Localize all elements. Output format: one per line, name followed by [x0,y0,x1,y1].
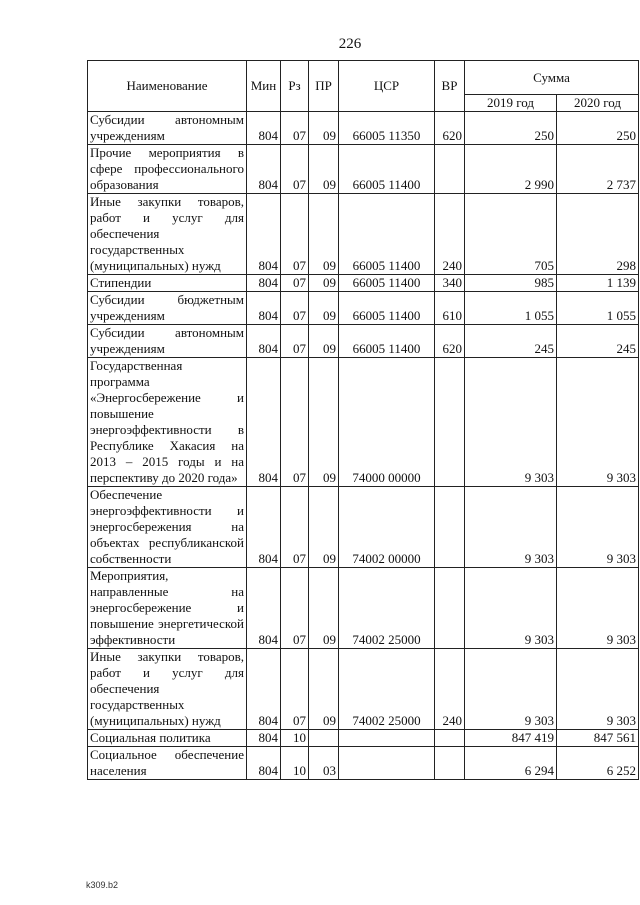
cell-pr: 09 [309,358,339,487]
table-row [88,747,639,780]
header-sum: Сумма [465,61,639,95]
cell-min: 804 [247,112,281,145]
cell-min: 804 [247,325,281,358]
cell-2020: 1 055 [557,292,639,325]
cell-name: Обеспечение энергоэффективности и энергосбережения на объектах республиканской собственности [88,487,247,568]
header-pr: ПР [309,61,339,112]
cell-vr: 610 [435,292,465,325]
cell-csr: 66005 11400 [339,275,435,292]
cell-rz: 07 [281,649,309,730]
table-row [88,292,639,325]
cell-min: 804 [247,292,281,325]
header-year-2019: 2019 год [465,95,557,112]
cell-2020: 298 [557,194,639,275]
header-year-2020: 2020 год [557,95,639,112]
cell-csr [339,747,435,780]
header-csr: ЦСР [339,61,435,112]
table-row [88,145,639,194]
header-vr: ВР [435,61,465,112]
cell-csr: 74002 00000 [339,487,435,568]
cell-vr: 240 [435,194,465,275]
cell-2019: 847 419 [465,730,557,747]
cell-rz: 07 [281,568,309,649]
cell-rz: 07 [281,145,309,194]
cell-2020: 2 737 [557,145,639,194]
header-min: Мин [247,61,281,112]
header-name: Наименование [88,61,247,112]
cell-vr: 340 [435,275,465,292]
cell-csr: 74002 25000 [339,649,435,730]
cell-name: Прочие мероприятия в сфере профессионального образования [88,145,247,194]
cell-min: 804 [247,145,281,194]
cell-2019: 985 [465,275,557,292]
cell-pr: 09 [309,325,339,358]
cell-pr: 09 [309,649,339,730]
table-row [88,649,639,730]
table-row [88,325,639,358]
cell-csr: 66005 11400 [339,292,435,325]
cell-2019: 9 303 [465,568,557,649]
cell-name: Стипендии [88,275,247,292]
cell-min: 804 [247,194,281,275]
cell-2019: 1 055 [465,292,557,325]
cell-2019: 6 294 [465,747,557,780]
cell-rz: 10 [281,730,309,747]
cell-vr [435,145,465,194]
cell-csr: 66005 11350 [339,112,435,145]
cell-min: 804 [247,649,281,730]
cell-vr: 240 [435,649,465,730]
header-rz: Рз [281,61,309,112]
table-row [88,275,639,292]
cell-pr: 09 [309,568,339,649]
cell-pr: 09 [309,275,339,292]
cell-min: 804 [247,730,281,747]
cell-csr: 66005 11400 [339,194,435,275]
cell-vr: 620 [435,325,465,358]
cell-vr: 620 [435,112,465,145]
cell-2020: 6 252 [557,747,639,780]
table-row [88,194,639,275]
cell-2020: 1 139 [557,275,639,292]
cell-name: Субсидии автономным учреждениям [88,325,247,358]
cell-pr: 09 [309,194,339,275]
cell-name: Иные закупки товаров, работ и услуг для обеспечения государственных (муниципальных) нужд [88,194,247,275]
cell-vr [435,358,465,487]
cell-vr [435,487,465,568]
table-row [88,568,639,649]
cell-vr [435,568,465,649]
cell-csr: 66005 11400 [339,145,435,194]
cell-2019: 9 303 [465,358,557,487]
cell-min: 804 [247,358,281,487]
cell-name: Государственная программа «Энергосбережение и повышение энергоэффективности в Республике Хакасия на 2013 – 2015 годы и на перспективу до 2020 года» [88,358,247,487]
page-number: 226 [338,36,362,52]
cell-name: Социальная политика [88,730,247,747]
cell-csr: 66005 11400 [339,325,435,358]
cell-2019: 245 [465,325,557,358]
table-row [88,487,639,568]
cell-rz: 07 [281,112,309,145]
cell-2020: 847 561 [557,730,639,747]
cell-rz: 07 [281,275,309,292]
cell-rz: 10 [281,747,309,780]
cell-pr: 09 [309,112,339,145]
budget-table [87,60,639,780]
table-row [88,358,639,487]
cell-2020: 9 303 [557,568,639,649]
cell-name: Субсидии автономным учреждениям [88,112,247,145]
cell-2019: 9 303 [465,649,557,730]
cell-2020: 245 [557,325,639,358]
cell-2020: 9 303 [557,487,639,568]
cell-pr: 03 [309,747,339,780]
cell-rz: 07 [281,292,309,325]
table-row [88,730,639,747]
cell-2020: 9 303 [557,649,639,730]
cell-vr [435,747,465,780]
cell-csr: 74000 00000 [339,358,435,487]
cell-2019: 2 990 [465,145,557,194]
cell-rz: 07 [281,325,309,358]
cell-min: 804 [247,275,281,292]
cell-2019: 250 [465,112,557,145]
cell-2019: 9 303 [465,487,557,568]
table-row [88,112,639,145]
cell-rz: 07 [281,487,309,568]
cell-min: 804 [247,487,281,568]
cell-rz: 07 [281,358,309,487]
cell-2019: 705 [465,194,557,275]
cell-pr [309,730,339,747]
cell-2020: 9 303 [557,358,639,487]
cell-csr [339,730,435,747]
cell-min: 804 [247,747,281,780]
cell-pr: 09 [309,145,339,194]
cell-2020: 250 [557,112,639,145]
cell-name: Социальное обеспечение населения [88,747,247,780]
cell-rz: 07 [281,194,309,275]
cell-name: Субсидии бюджетным учреждениям [88,292,247,325]
cell-pr: 09 [309,487,339,568]
cell-pr: 09 [309,292,339,325]
cell-name: Иные закупки товаров, работ и услуг для обеспечения государственных (муниципальных) нужд [88,649,247,730]
cell-name: Мероприятия, направленные на энергосбережение и повышение энергетической эффективности [88,568,247,649]
cell-min: 804 [247,568,281,649]
cell-vr [435,730,465,747]
footer-code: k309.b2 [86,880,119,890]
cell-csr: 74002 25000 [339,568,435,649]
